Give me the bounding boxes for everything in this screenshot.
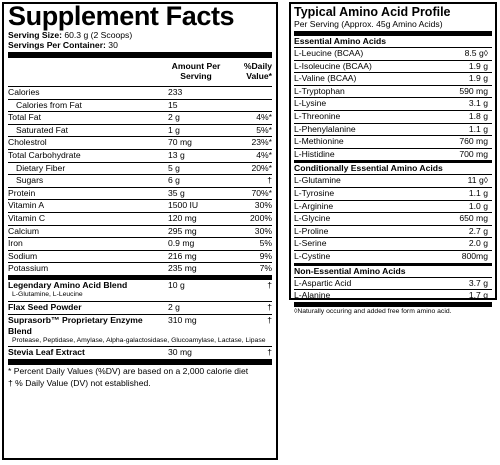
- blend-name: Flax Seed Powder: [8, 301, 82, 312]
- nutrient-name: Sodium: [8, 250, 38, 261]
- amino-name: L-Glutamine: [294, 175, 341, 186]
- amino-value: 1.8 g: [468, 110, 488, 121]
- blend-amount: 10 g: [168, 279, 185, 290]
- amino-value: 1.9 g: [468, 73, 488, 84]
- amino-name: L-Arginine: [294, 200, 334, 211]
- nutrient-row: [8, 199, 272, 212]
- amino-row: [294, 47, 492, 60]
- amino-name: L-Threonine: [294, 110, 341, 121]
- amino-name: L-Tryptophan: [294, 85, 345, 96]
- servings-label: Servings Per Container:: [8, 40, 106, 50]
- amino-table: [294, 36, 492, 302]
- amino-row: [294, 212, 492, 225]
- nutrient-amount: 233: [168, 87, 183, 97]
- amino-section-heading: Conditionally Essential Amino Acids: [294, 163, 443, 174]
- footnotes: [8, 359, 272, 389]
- nutrient-amount: 216 mg: [168, 250, 197, 261]
- amino-value: 800mg: [461, 250, 488, 261]
- nutrient-name: Vitamin A: [8, 200, 45, 211]
- nutrient-daily-value: 5%: [259, 238, 272, 249]
- blend-row: [8, 346, 272, 359]
- nutrient-daily-value: 30%: [254, 225, 272, 236]
- nutrient-name: Calories: [8, 87, 40, 97]
- blend-daily-value: †: [267, 347, 272, 358]
- nutrient-name: Potassium: [8, 263, 49, 274]
- nutrient-name: Calcium: [8, 225, 40, 236]
- nutrient-name: Protein: [8, 187, 36, 198]
- nutrient-daily-value: †: [267, 175, 272, 186]
- amino-value: 2.0 g: [468, 238, 488, 249]
- amino-row: [294, 85, 492, 98]
- nutrient-row: [8, 187, 272, 200]
- blend-name: Stevia Leaf Extract: [8, 347, 85, 358]
- amino-row: [294, 123, 492, 136]
- amino-row: [294, 135, 492, 148]
- footnote-dv-basis: * Percent Daily Values (%DV) are based on a 2,000 calorie diet: [8, 366, 249, 377]
- amino-row: [294, 187, 492, 200]
- amino-acid-profile-panel: [289, 2, 497, 315]
- servings-per-container: [8, 40, 272, 50]
- nutrient-table: [8, 86, 272, 275]
- nutrient-amount: 70 mg: [168, 137, 192, 148]
- nutrient-row: [8, 124, 272, 137]
- nutrient-name: Total Carbohydrate: [8, 149, 81, 160]
- amino-name: L-Cystine: [294, 250, 331, 261]
- nutrient-daily-value: 23%*: [251, 137, 272, 148]
- amino-value: 760 mg: [459, 136, 488, 147]
- amino-value: 3.7 g: [468, 277, 488, 288]
- amino-row: [294, 174, 492, 187]
- amino-name: L-Proline: [294, 225, 329, 236]
- amino-value: 11 g◊: [467, 175, 488, 186]
- nutrient-daily-value: 200%: [250, 212, 272, 223]
- amino-name: L-Lysine: [294, 98, 327, 109]
- blend-name: Suprasorb™ Proprietary Enzyme Blend: [8, 314, 143, 336]
- amino-name: L-Isoleucine (BCAA): [294, 60, 372, 71]
- amino-name: L-Tyrosine: [294, 187, 335, 198]
- blend-ingredients: Protease, Peptidase, Amylase, Alpha-galactosidase, Glucoamylase, Lactase, Lipase: [12, 336, 266, 344]
- nutrient-daily-value: 4%*: [256, 112, 272, 123]
- amino-value: 1.1 g: [468, 123, 488, 134]
- nutrient-daily-value: 4%*: [256, 149, 272, 160]
- amino-name: L-Leucine (BCAA): [294, 48, 364, 58]
- daily-value-header: %Daily Value*: [243, 61, 272, 81]
- amino-value: 3.1 g: [468, 98, 488, 109]
- amino-value: 1.0 g: [468, 200, 488, 211]
- amino-row: [294, 289, 492, 302]
- nutrient-row: [8, 111, 272, 124]
- serving-size: [8, 30, 272, 40]
- nutrient-name: Dietary Fiber: [16, 162, 66, 173]
- supplement-facts-title: Supplement Facts: [8, 1, 235, 31]
- amino-row: [294, 110, 492, 123]
- amino-name: L-Histidine: [294, 148, 335, 159]
- nutrient-amount: 2 g: [168, 112, 180, 123]
- amino-name: L-Serine: [294, 238, 327, 249]
- nutrient-amount: 1 g: [168, 124, 180, 135]
- nutrient-name: Saturated Fat: [16, 124, 69, 135]
- nutrient-amount: 35 g: [168, 187, 185, 198]
- blend-amount: 310 mg: [168, 314, 197, 325]
- blend-name: Legendary Amino Acid Blend: [8, 279, 128, 290]
- amino-name: L-Phenylalanine: [294, 123, 356, 134]
- amino-name: L-Aspartic Acid: [294, 277, 352, 288]
- nutrient-amount: 235 mg: [168, 263, 197, 274]
- serving-size-label: Serving Size:: [8, 30, 62, 40]
- nutrient-row: [8, 174, 272, 187]
- amino-value: 590 mg: [459, 85, 488, 96]
- amino-value: 8.5 g◊: [464, 48, 488, 58]
- amino-row: [294, 97, 492, 110]
- nutrient-row: [8, 237, 272, 250]
- amino-value: 1.9 g: [468, 60, 488, 71]
- nutrient-daily-value: 70%*: [251, 187, 272, 198]
- amino-row: [294, 250, 492, 263]
- amino-profile-subtitle: Per Serving (Approx. 45g Amino Acids): [294, 19, 443, 29]
- footnote-dv-not-established: † % Daily Value (DV) not established.: [8, 377, 151, 388]
- blend-row: [8, 279, 272, 301]
- servings-value: 30: [108, 40, 118, 50]
- nutrient-daily-value: 7%: [259, 263, 272, 274]
- supplement-facts-panel: [2, 2, 278, 460]
- column-header: [8, 58, 272, 86]
- amino-row: [294, 200, 492, 213]
- nutrient-amount: 5 g: [168, 162, 180, 173]
- blend-table: [8, 279, 272, 359]
- amino-name: L-Glycine: [294, 213, 331, 224]
- blend-amount: 2 g: [168, 301, 180, 312]
- amino-section-heading: Non-Essential Amino Acids: [294, 265, 406, 276]
- nutrient-amount: 1500 IU: [168, 200, 199, 211]
- nutrient-amount: 0.9 mg: [168, 238, 195, 249]
- amino-row: [294, 60, 492, 73]
- nutrient-row: [8, 212, 272, 225]
- blend-row: [8, 314, 272, 347]
- nutrient-amount: 6 g: [168, 175, 180, 186]
- nutrient-row: [8, 162, 272, 175]
- nutrient-name: Sugars: [16, 175, 44, 186]
- nutrient-row: [8, 262, 272, 275]
- nutrient-row: [8, 86, 272, 99]
- amino-section-heading: Essential Amino Acids: [294, 36, 387, 46]
- amino-row: [294, 72, 492, 85]
- amino-name: L-Valine (BCAA): [294, 73, 357, 84]
- nutrient-daily-value: 30%: [254, 200, 272, 211]
- amino-name: L-Alanine: [294, 290, 331, 301]
- amount-per-serving-header: Amount Per Serving: [171, 61, 221, 81]
- blend-daily-value: †: [267, 301, 272, 312]
- amino-value: 1.7 g: [468, 290, 488, 301]
- nutrient-name: Calories from Fat: [16, 99, 82, 110]
- blend-daily-value: †: [267, 314, 272, 325]
- amino-value: 650 mg: [459, 213, 488, 224]
- nutrient-daily-value: 20%*: [251, 162, 272, 173]
- amino-row: [294, 148, 492, 161]
- nutrient-name: Vitamin C: [8, 212, 46, 223]
- nutrient-row: [8, 225, 272, 238]
- blend-row: [8, 301, 272, 314]
- amino-name: L-Methionine: [294, 136, 344, 147]
- blend-ingredients: L-Glutamine, L-Leucine: [12, 290, 83, 298]
- nutrient-amount: 13 g: [168, 149, 185, 160]
- amino-row: [294, 277, 492, 290]
- amino-row: [294, 237, 492, 250]
- amino-profile-title: Typical Amino Acid Profile: [294, 5, 451, 19]
- blend-daily-value: †: [267, 279, 272, 290]
- nutrient-row: [8, 149, 272, 162]
- nutrient-name: Iron: [8, 238, 23, 249]
- nutrient-amount: 120 mg: [168, 212, 197, 223]
- nutrient-daily-value: 9%: [259, 250, 272, 261]
- blend-amount: 30 mg: [168, 347, 192, 358]
- nutrient-name: Total Fat: [8, 112, 41, 123]
- amino-value: 700 mg: [459, 148, 488, 159]
- nutrient-row: [8, 136, 272, 149]
- nutrient-daily-value: 5%*: [256, 124, 272, 135]
- amino-footnote: ◊Naturally occuring and added free form amino acid.: [294, 302, 492, 316]
- nutrient-row: [8, 250, 272, 263]
- amino-row: [294, 225, 492, 238]
- nutrient-name: Cholestrol: [8, 137, 47, 148]
- amino-value: 2.7 g: [468, 225, 488, 236]
- serving-size-value: 60.3 g (2 Scoops): [64, 30, 133, 40]
- nutrient-row: [8, 99, 272, 112]
- amino-value: 1.1 g: [468, 187, 488, 198]
- nutrient-amount: 15: [168, 99, 178, 110]
- nutrient-amount: 295 mg: [168, 225, 197, 236]
